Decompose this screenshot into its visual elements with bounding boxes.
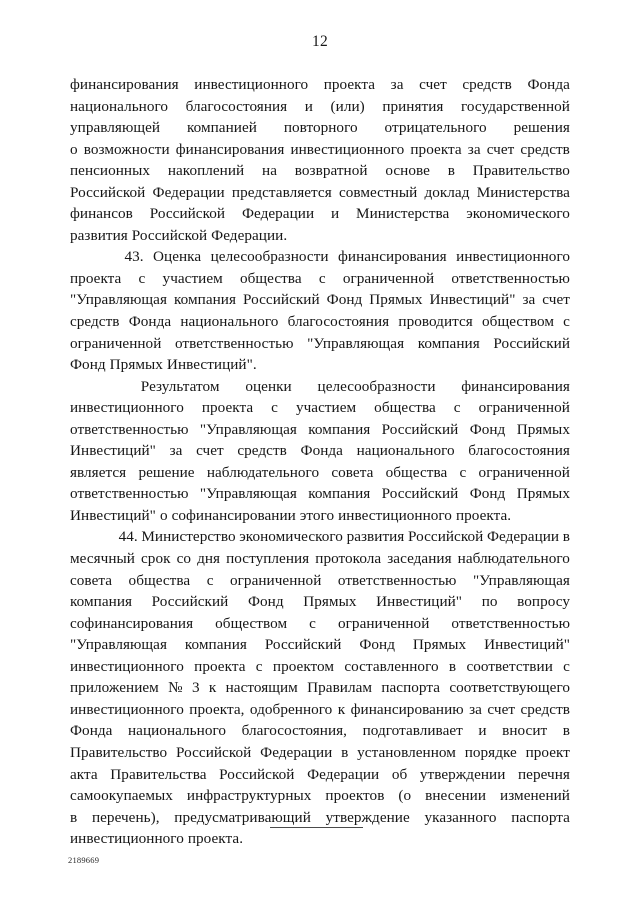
word: средств <box>70 313 120 331</box>
document-id-footer: 2189669 <box>68 855 100 865</box>
text-line <box>70 764 570 786</box>
word: Фонд <box>469 485 506 503</box>
word: Результатом <box>140 377 220 395</box>
text-line <box>70 268 570 290</box>
word: инвестиционного <box>70 657 184 675</box>
word: Федерации <box>307 765 380 783</box>
word: паспорта <box>381 679 441 697</box>
word: "Управляющая <box>70 636 167 654</box>
text-line <box>70 742 570 764</box>
word: за <box>522 291 536 309</box>
word: Российской <box>149 205 226 223</box>
word: Федерации <box>152 183 225 201</box>
word: Прямых <box>516 485 570 503</box>
text-line <box>70 311 570 333</box>
text-line <box>70 526 570 548</box>
word: пенсионных <box>70 162 151 180</box>
text-line <box>70 354 570 376</box>
word: протокола <box>315 550 382 568</box>
word: со <box>176 550 192 568</box>
word: заседания <box>387 550 452 568</box>
word: поступления <box>226 550 310 568</box>
word: принятия <box>382 97 444 115</box>
word: ограниченной <box>478 463 570 481</box>
word: наблюдательного <box>206 463 320 481</box>
word: благосостояния <box>468 442 570 460</box>
word: "Управляющая <box>70 291 167 309</box>
text-line <box>70 117 570 139</box>
word: и <box>331 205 340 223</box>
word: решения <box>513 119 570 137</box>
word: инвестиционного <box>70 700 184 718</box>
word: национального <box>70 97 169 115</box>
word: проекта <box>201 399 254 417</box>
word: инвестиционного <box>338 506 452 524</box>
word: средств <box>520 700 570 718</box>
word: ограниченной <box>478 399 570 417</box>
page-number: 12 <box>311 33 329 50</box>
word: целесообразности <box>210 248 329 266</box>
word: финансирования <box>338 248 447 266</box>
word: Федерации <box>486 528 560 546</box>
word: Инвестиций" <box>484 636 570 654</box>
word: общества <box>128 571 191 589</box>
word: срок <box>141 550 171 568</box>
word: с <box>271 399 278 417</box>
word: в <box>562 722 570 740</box>
word: Фонд <box>247 593 284 611</box>
word: с <box>255 657 263 675</box>
word: средств <box>462 76 512 93</box>
word: обществом <box>215 614 288 632</box>
word: национального <box>180 313 279 331</box>
word: № <box>168 679 183 697</box>
text-line <box>70 828 570 850</box>
word: Российский <box>493 334 570 352</box>
word: финансирования <box>70 76 179 93</box>
word: общества <box>239 269 302 287</box>
word: компания <box>308 420 371 438</box>
word: Инвестиций" <box>429 291 516 309</box>
word: инвестиционного <box>70 399 184 417</box>
word: Инвестиций" <box>70 506 156 524</box>
word: вносит <box>502 722 548 740</box>
word: к <box>337 700 346 718</box>
word: участием <box>162 269 223 287</box>
word: указанного <box>424 808 497 826</box>
word: общества <box>374 399 436 417</box>
word: национального <box>356 442 455 460</box>
text-line <box>70 333 570 355</box>
word: проекта <box>70 269 122 287</box>
word: в <box>562 528 570 546</box>
word: Федерации <box>241 205 315 223</box>
word: инвестиционного <box>456 248 570 266</box>
text-line <box>70 634 570 656</box>
text-line <box>70 785 570 807</box>
word: ограниченной <box>70 334 162 352</box>
word: утверждение <box>325 808 410 826</box>
word: повторного <box>283 119 358 137</box>
word: проекта, <box>189 700 245 718</box>
word: Российский <box>243 291 320 309</box>
paragraph <box>70 246 570 375</box>
word: в <box>448 657 457 675</box>
word: возвратной <box>294 162 368 180</box>
text-line <box>70 483 570 505</box>
word: ответственностью <box>70 485 189 503</box>
word: инфраструктурных <box>186 787 312 805</box>
word: 3 <box>191 679 200 697</box>
word: наблюдательного <box>457 550 570 568</box>
word: основе <box>385 162 430 180</box>
word: об <box>391 765 408 783</box>
word: инвестиционного <box>194 76 309 93</box>
paragraph <box>70 526 570 849</box>
word: Инвестиций". <box>166 356 257 374</box>
word: с <box>563 313 570 331</box>
word: счет <box>487 700 516 718</box>
word: за <box>390 76 404 93</box>
paragraph <box>70 376 570 527</box>
word: Фонд <box>469 420 506 438</box>
word: перечня <box>518 765 570 783</box>
word: ответственностью <box>174 334 294 352</box>
word: Российский <box>381 485 459 503</box>
word: финансированию <box>350 700 464 718</box>
word: ответственностью <box>337 571 457 589</box>
word: за <box>169 442 183 460</box>
word: с <box>309 614 316 632</box>
text-line <box>70 74 570 96</box>
text-line <box>70 397 570 419</box>
word: Оценка <box>153 248 202 266</box>
first-line-indent <box>70 526 115 548</box>
word: Российской <box>219 765 295 783</box>
word: возможности <box>83 140 170 158</box>
word: на <box>262 162 277 180</box>
word: компания <box>184 636 247 654</box>
text-line <box>70 548 570 570</box>
word: Инвестиций" <box>70 442 156 460</box>
word: инвестиционного <box>290 140 405 158</box>
word: подготавливает <box>362 722 463 740</box>
word: Российский <box>381 420 459 438</box>
word: финансов <box>70 205 133 223</box>
word: проекта <box>194 657 246 675</box>
word: с <box>459 463 467 481</box>
word: с <box>206 571 214 589</box>
word: Федерации. <box>211 226 288 244</box>
document-body <box>70 74 570 850</box>
word: этого <box>299 506 335 524</box>
word: Инвестиций" <box>376 593 463 611</box>
word: Прямых <box>412 636 467 654</box>
word: совместный <box>338 183 418 201</box>
word: Фонд <box>359 636 396 654</box>
text-line <box>70 96 570 118</box>
word: за <box>467 140 481 158</box>
word: с <box>453 399 461 417</box>
word: благосостояния <box>287 313 390 331</box>
word: Фонда <box>70 722 113 740</box>
word: 43. <box>124 248 144 266</box>
word: компания <box>308 485 371 503</box>
word: Прямых <box>303 593 357 611</box>
word: счет <box>419 76 447 93</box>
word: государственной <box>461 97 570 115</box>
word: счет <box>486 140 515 158</box>
text-line <box>70 462 570 484</box>
word: доклад <box>424 183 470 201</box>
text-line <box>70 570 570 592</box>
word: накоплений <box>167 162 245 180</box>
word: вопросу <box>517 593 570 611</box>
word: ограниченной <box>342 269 435 287</box>
word: "Управляющая <box>472 571 570 589</box>
word: проекта. <box>187 830 244 848</box>
text-line <box>70 182 570 204</box>
word: участием <box>295 399 357 417</box>
word: инвестиционного <box>70 830 184 848</box>
word: отрицательного <box>384 119 487 137</box>
word: в <box>70 808 78 826</box>
word: (или) <box>330 97 365 115</box>
word: Российской <box>70 183 146 201</box>
word: счет <box>196 442 224 460</box>
word: оценки <box>245 377 292 395</box>
word: компанией <box>186 119 257 137</box>
word: Правительства <box>110 765 207 783</box>
text-line <box>70 139 570 161</box>
word: средств <box>520 140 570 158</box>
word: приложением <box>70 679 159 697</box>
word: проекта. <box>455 506 512 524</box>
word: ответственностью <box>451 269 570 287</box>
text-line <box>70 807 570 829</box>
word: национального <box>127 722 227 740</box>
text-line <box>70 720 570 742</box>
text-line <box>70 699 570 721</box>
word: паспорта <box>511 808 570 826</box>
word: Министерства <box>356 205 450 223</box>
word: соответствии <box>466 657 553 675</box>
word: софинансирования <box>70 614 194 632</box>
word: с <box>318 269 326 287</box>
word: экономического <box>466 205 570 223</box>
word: экономического <box>239 528 343 546</box>
word: благосостояния <box>185 97 288 115</box>
word: дня <box>197 550 221 568</box>
word: Правительство <box>472 162 570 180</box>
text-line <box>70 591 570 613</box>
word: совета <box>331 463 374 481</box>
word: проектов <box>325 787 385 805</box>
word: ответственностью <box>70 420 189 438</box>
word: компания <box>417 334 480 352</box>
word: компания <box>173 291 237 309</box>
word: в <box>341 743 349 761</box>
word: Российский <box>264 636 342 654</box>
text-line <box>70 289 570 311</box>
word: благосостояния, <box>241 722 348 740</box>
word: акта <box>70 765 98 783</box>
word: Министерства <box>476 183 570 201</box>
word: Российской <box>175 743 252 761</box>
word: Фонд <box>326 291 363 309</box>
word: решение <box>138 463 195 481</box>
text-line <box>70 440 570 462</box>
word: и <box>478 722 487 740</box>
text-line <box>70 656 570 678</box>
word: утверждении <box>419 765 506 783</box>
word: проводится <box>398 313 473 331</box>
paragraph <box>70 74 570 246</box>
word: ограниченной <box>230 571 322 589</box>
text-line <box>70 225 570 247</box>
word: проекта <box>323 76 376 93</box>
text-line <box>70 613 570 635</box>
word: Российской <box>407 528 484 546</box>
word: внесении <box>425 787 487 805</box>
word: "Управляющая <box>199 485 297 503</box>
word: установленном <box>357 743 456 761</box>
text-line <box>70 505 570 527</box>
word: Прямых <box>516 420 570 438</box>
word: совета <box>70 571 113 589</box>
section-separator-rule <box>270 827 363 828</box>
word: Правительство <box>70 743 168 761</box>
text-line <box>70 677 570 699</box>
word: проектом <box>272 657 335 675</box>
word: Прямых <box>369 291 423 309</box>
text-line <box>70 419 570 441</box>
word: Фонда <box>128 313 172 331</box>
word: о <box>70 140 78 158</box>
word: Российской <box>131 226 208 244</box>
word: развития <box>70 226 128 244</box>
word: с <box>138 269 146 287</box>
word: развития <box>346 528 405 546</box>
word: финансирования <box>461 377 570 395</box>
word: обществом <box>482 313 554 331</box>
first-line-indent <box>70 246 115 268</box>
word: Фонд <box>70 356 106 374</box>
word: "Управляющая <box>307 334 405 352</box>
word: Прямых <box>109 356 163 374</box>
word: финансирования <box>175 140 285 158</box>
text-line <box>70 203 570 225</box>
text-line <box>70 246 570 268</box>
word: Фонда <box>300 442 343 460</box>
word: за <box>469 700 482 718</box>
word: (о <box>398 787 412 805</box>
word: настоящим <box>225 679 298 697</box>
word: проект <box>525 743 570 761</box>
word: 44. <box>118 528 138 546</box>
word: ответственностью <box>451 614 570 632</box>
word: средств <box>237 442 287 460</box>
word: предусматривающий <box>174 808 311 826</box>
word: Министерство <box>141 528 236 546</box>
word: компания <box>70 593 133 611</box>
word: самоокупаемых <box>70 787 173 805</box>
word: и <box>304 97 313 115</box>
word: является <box>70 463 127 481</box>
word: одобренного <box>249 700 333 718</box>
word: перечень), <box>91 808 160 826</box>
text-line <box>70 376 570 398</box>
word: ограниченной <box>338 614 430 632</box>
word: составленного <box>344 657 439 675</box>
word: изменений <box>500 787 570 805</box>
first-line-indent <box>70 376 115 398</box>
word: представляется <box>231 183 332 201</box>
word: целесообразности <box>317 377 436 395</box>
word: по <box>481 593 498 611</box>
word: управляющей <box>70 119 161 137</box>
word: Фонда <box>527 76 570 93</box>
word: проекта <box>410 140 462 158</box>
word: к <box>208 679 217 697</box>
word: соответствующего <box>449 679 570 697</box>
word: порядке <box>464 743 517 761</box>
word: в <box>447 162 455 180</box>
word: о <box>159 506 168 524</box>
word: с <box>563 657 570 675</box>
word: "Управляющая <box>199 420 297 438</box>
word: софинансировании <box>171 506 296 524</box>
text-line <box>70 160 570 182</box>
word: Федерации <box>260 743 333 761</box>
word: Российский <box>151 593 229 611</box>
word: счет <box>542 291 570 309</box>
word: месячный <box>70 550 135 568</box>
word: Правилам <box>307 679 373 697</box>
word: общества <box>385 463 448 481</box>
